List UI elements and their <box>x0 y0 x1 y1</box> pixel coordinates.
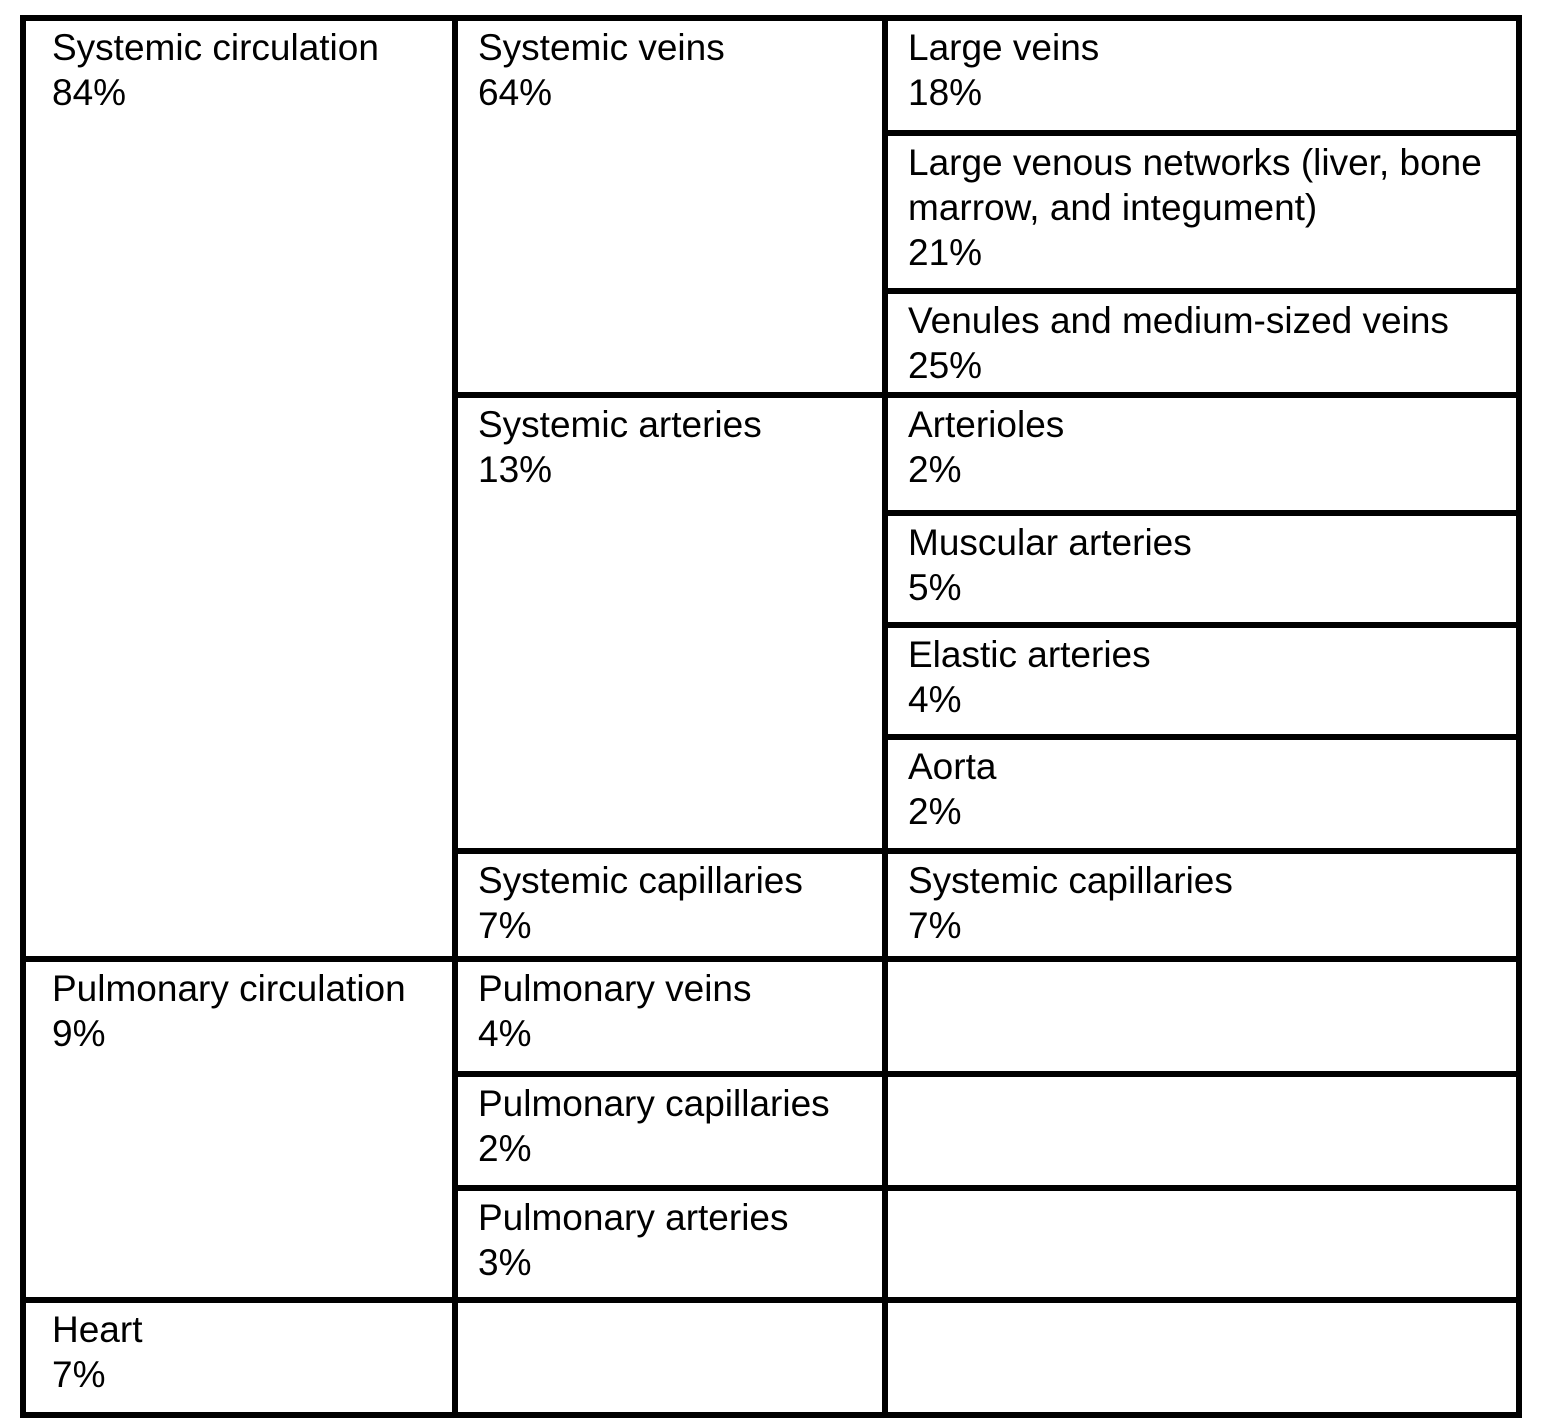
cell-elastic-arteries <box>888 628 1516 734</box>
cell-aorta <box>888 740 1516 848</box>
cell-value: 4% <box>908 679 962 720</box>
cell-value: 7% <box>478 905 532 946</box>
cell-value: 3% <box>478 1242 532 1283</box>
cell-systemic-capillaries-detail <box>888 854 1516 956</box>
cell-label: Large veins <box>908 27 1100 68</box>
cell-systemic-veins <box>458 21 882 392</box>
cell-value: 7% <box>908 905 962 946</box>
cell-label: Pulmonary capillaries <box>478 1083 830 1124</box>
cell-label: Elastic arteries <box>908 634 1151 675</box>
cell-systemic-arteries <box>458 398 882 848</box>
cell-value: 2% <box>478 1128 532 1169</box>
cell-pulmonary-veins <box>458 962 882 1071</box>
cell-systemic-capillaries-mid <box>458 854 882 956</box>
cell-value: 5% <box>908 567 962 608</box>
cell-pulmonary-arteries <box>458 1191 882 1297</box>
cell-empty <box>888 1077 1516 1185</box>
cell-value: 64% <box>478 72 553 113</box>
cell-label: Muscular arteries <box>908 522 1192 563</box>
cell-label: Systemic arteries <box>478 404 762 445</box>
cell-label: Large venous networks (liver, bone marrow, and integument) <box>908 142 1482 228</box>
cell-pulmonary-capillaries <box>458 1077 882 1185</box>
cell-label: Pulmonary veins <box>478 968 752 1009</box>
cell-venules-medium-veins <box>888 294 1516 392</box>
cell-label: Systemic circulation <box>52 27 379 68</box>
cell-empty <box>888 962 1516 1071</box>
cell-value: 21% <box>908 232 983 273</box>
cell-label: Pulmonary circulation <box>52 968 406 1009</box>
cell-label: Systemic veins <box>478 27 725 68</box>
cell-label: Systemic capillaries <box>908 860 1233 901</box>
cell-systemic-circulation <box>26 21 452 956</box>
cell-empty <box>888 1191 1516 1297</box>
cell-large-veins <box>888 21 1516 130</box>
blood-distribution-table <box>20 15 1522 1418</box>
cell-label: Heart <box>52 1309 143 1350</box>
cell-value: 4% <box>478 1013 532 1054</box>
cell-heart <box>26 1303 452 1412</box>
cell-label: Systemic capillaries <box>478 860 803 901</box>
cell-arterioles <box>888 398 1516 510</box>
cell-label: Venules and medium-sized veins <box>908 300 1449 341</box>
cell-value: 13% <box>478 449 553 490</box>
cell-label: Aorta <box>908 746 997 787</box>
cell-value: 9% <box>52 1013 106 1054</box>
cell-empty <box>888 1303 1516 1412</box>
cell-value: 84% <box>52 72 127 113</box>
cell-muscular-arteries <box>888 516 1516 622</box>
cell-value: 2% <box>908 449 962 490</box>
cell-value: 25% <box>908 345 983 386</box>
cell-label: Arterioles <box>908 404 1065 445</box>
cell-large-venous-networks <box>888 136 1516 288</box>
cell-pulmonary-circulation <box>26 962 452 1297</box>
cell-value: 2% <box>908 791 962 832</box>
cell-empty <box>458 1303 882 1412</box>
cell-label: Pulmonary arteries <box>478 1197 789 1238</box>
cell-value: 7% <box>52 1354 106 1395</box>
cell-value: 18% <box>908 72 983 113</box>
